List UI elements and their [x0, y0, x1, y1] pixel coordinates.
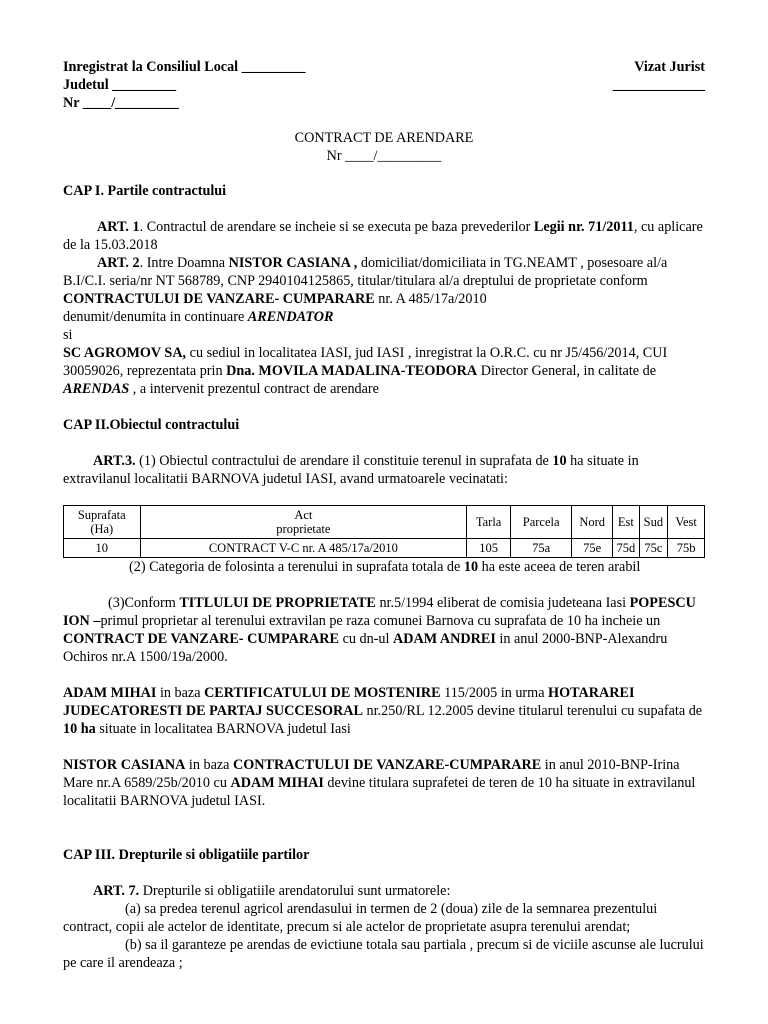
chapter-3-heading: CAP III. Drepturile si obligatiile partilor: [63, 847, 310, 863]
cell-vest: 75b: [668, 539, 705, 558]
cell-deed: CONTRACT V-C nr. A 485/17a/2010: [140, 539, 467, 558]
header-row-1: [63, 58, 705, 76]
lessee-paragraph: SC AGROMOV SA, cu sediul in localitatea IASI, jud IASI , inregistrat la O.R.C. cu nr J5/456/2014, CUI 30059026, reprezentata prin Dna. MOVILA MADALINA-TEODORA Director General, in calitate de ARENDAS , a intervenit prezentul contract de arendare: [63, 345, 668, 397]
cell-sud: 75c: [639, 539, 668, 558]
contract-number-line: Nr ____/_________: [326, 148, 442, 164]
column-header-area: Suprafata (Ha): [64, 506, 141, 539]
cell-est: 75d: [613, 539, 640, 558]
legal-visa-signature-line: _____________: [612, 77, 705, 93]
column-header-sud: Sud: [639, 506, 668, 539]
article-7-label: ART. 7.: [93, 883, 140, 899]
chapter-2-heading: CAP II.Obiectul contractului: [63, 417, 240, 433]
list-item: (a) sa predea terenul agricol arendasului in termen de 2 (doua) zile de la semnarea prezentului contract, copii ale actelor de identitate, precum si ale actelor de proprietate asupra terenului arendat;: [63, 901, 658, 935]
land-category-paragraph: (2) Categoria de folosinta a terenului in suprafata totala de 10 ha este aceea de teren arabil: [129, 559, 641, 575]
chapter-1-heading: CAP I. Partile contractului: [63, 183, 227, 199]
neighbors-table: [63, 505, 705, 558]
document-title: CONTRACT DE ARENDARE: [294, 130, 474, 146]
law-reference: Legii nr. 71/2011: [533, 219, 634, 235]
article-7: ART. 7. Drepturile si obligatiile arendatorului sunt urmatorele:: [93, 883, 451, 899]
article-1: ART. 1. Contractul de arendare se incheie si se executa pe baza prevederilor Legii nr. 71/2011, cu aplicare de la 15.03.2018: [63, 219, 703, 253]
company-name: SC AGROMOV SA,: [63, 345, 187, 361]
column-header-est: Est: [613, 506, 640, 539]
article-1-label: ART. 1: [97, 219, 140, 235]
cell-nord: 75e: [572, 539, 613, 558]
article-2-label: ART. 2: [97, 255, 140, 271]
column-header-nord: Nord: [572, 506, 613, 539]
representative-name: Dna. MOVILA MADALINA-TEODORA: [226, 363, 478, 379]
arendas-role: ARENDAS: [63, 381, 130, 397]
header-row-2: [63, 76, 705, 94]
column-header-vest: Vest: [668, 506, 705, 539]
cell-area: 10: [64, 539, 141, 558]
arendator-role: ARENDATOR: [247, 309, 334, 325]
cell-parcela: 75a: [511, 539, 572, 558]
cell-tarla: 105: [467, 539, 511, 558]
table-header-row: [64, 506, 705, 539]
column-header-parcela: Parcela: [511, 506, 572, 539]
column-header-deed: Act proprietate: [140, 506, 467, 539]
header-row-3: [63, 94, 705, 112]
table-row: [64, 539, 705, 558]
column-header-tarla: Tarla: [467, 506, 511, 539]
registration-number-line: Nr ____/_________: [63, 95, 179, 111]
purchase-paragraph: NISTOR CASIANA in baza CONTRACTULUI DE VANZARE-CUMPARARE in anul 2010-BNP-Irina Mare nr.A 6589/25b/2010 cu ADAM MIHAI devine titulara suprafetei de teren de 10 ha situate in extravilanul localitatii BARNOVA judetul IASI.: [63, 757, 696, 809]
lessor-designation: denumit/denumita in continuare ARENDATOR: [63, 309, 334, 325]
conjunction-si: si: [63, 327, 73, 343]
article-2: ART. 2. Intre Doamna NISTOR CASIANA , domiciliat/domiciliata in TG.NEAMT , posesoare al/a B.I/C.I. seria/nr NT 568789, CNP 2940104125865, titular/titulara al/a dreptului de proprietate conform CONTRACTULUI DE VANZARE- CUMPARARE nr. A 485/17a/2010: [63, 255, 668, 307]
list-item: (b) sa il garanteze pe arendas de evictiune totala sau partiala , precum si de viciile ascunse ale lucrului pe care il arendeaza ;: [63, 937, 704, 971]
inheritance-paragraph: ADAM MIHAI in baza CERTIFICATULUI DE MOSTENIRE 115/2005 in urma HOTARAREI JUDECATORESTI DE PARTAJ SUCCESORAL nr.250/RL 12.2005 devine titularul terenului cu supafata de 10 ha situate in localitatea BARNOVA judetul Iasi: [63, 685, 703, 737]
lessor-name: NISTOR CASIANA ,: [228, 255, 358, 271]
registration-line: Inregistrat la Consiliul Local _________: [63, 59, 306, 75]
document-page: [63, 58, 705, 972]
legal-visa-label: Vizat Jurist: [634, 59, 705, 75]
ownership-history-paragraph: (3)Conform TITLULUI DE PROPRIETATE nr.5/1994 eliberat de comisia judeteana Iasi POPESCU ION –primul proprietar al terenului extravilan pe raza comunei Barnova cu suprafata de 10 ha incheie un CONTRACT DE VANZARE- CUMPARARE cu dn-ul ADAM ANDREI in anul 2000-BNP-Alexandru Ochiros nr.A 1500/19a/2000.: [63, 595, 696, 665]
county-line: Judetul _________: [63, 77, 177, 93]
article-3-label: ART.3.: [93, 453, 136, 469]
article-3: ART.3. (1) Obiectul contractului de arendare il constituie terenul in suprafata de 10 ha situate in extravilanul localitatii BARNOVA judetul IASI, avand urmatoarele vecinatati:: [63, 453, 639, 487]
